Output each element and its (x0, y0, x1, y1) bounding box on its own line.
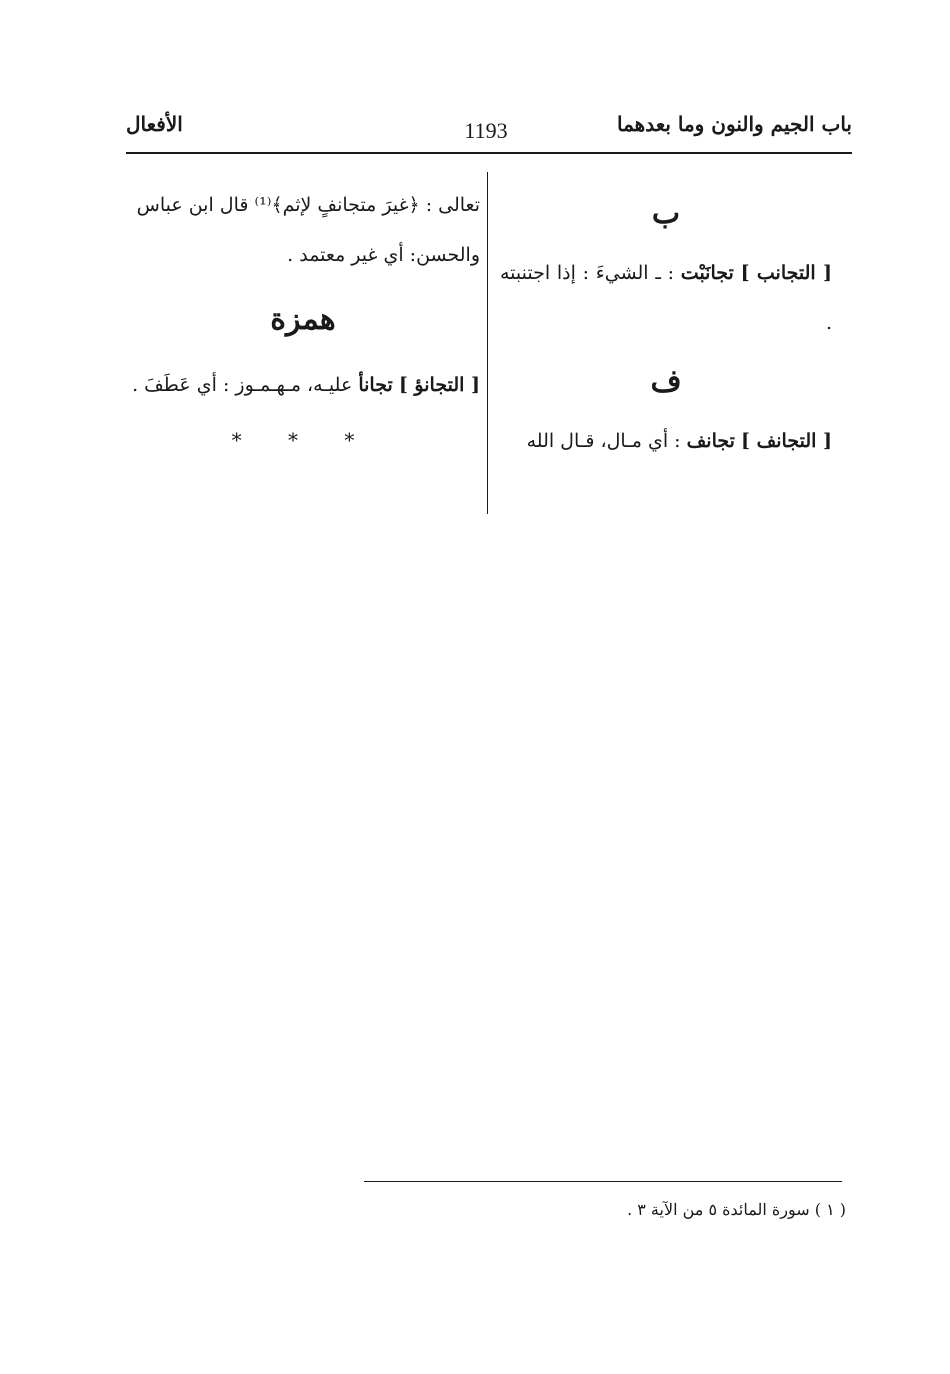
letter-heading-ba: ب (651, 196, 681, 231)
entry-headword: تجانأ (358, 374, 393, 396)
section-separator: * * * (231, 428, 375, 452)
left-column (126, 180, 480, 470)
header-rule (126, 152, 852, 154)
right-column (500, 180, 832, 466)
entry-definition: : أي مـال، قـال الله (526, 430, 681, 452)
section-title: الأفعال (126, 112, 183, 136)
entry-term: [ التجانب ] (740, 262, 832, 284)
continued-paragraph: تعالى : ﴿غيرَ متجانفٍ لإثم﴾⁽¹⁾ قال ابن عباس والحسن: أي غير معتمد . (136, 194, 480, 266)
entry-definition: عليـه، مـهـمـوز : أي عَطَفَ . (132, 374, 353, 396)
page-number: 1193 (464, 118, 508, 143)
footnote-rule (364, 1181, 842, 1182)
page-header (126, 112, 852, 152)
section-heading-hamza: همزة (270, 302, 336, 337)
letter-heading-fa: ف (650, 364, 682, 399)
chapter-title: باب الجيم والنون وما بعدهما (617, 112, 852, 136)
entry-tajanuf (500, 416, 832, 466)
entry-definition: : ـ الشيءَ : إذا اجتنبته . (500, 262, 832, 334)
column-divider (487, 172, 488, 514)
entry-tajanu (126, 360, 480, 410)
entry-headword: تجانف (686, 430, 735, 452)
entry-term: [ التجانف ] (740, 430, 832, 452)
entry-headword: تجانَبْت (680, 262, 734, 284)
entry-tajanub (500, 248, 832, 348)
footnote: ( ١ ) سورة المائدة ٥ من الآية ٣ . (627, 1200, 846, 1219)
entry-term: [ التجانؤ ] (398, 374, 480, 396)
